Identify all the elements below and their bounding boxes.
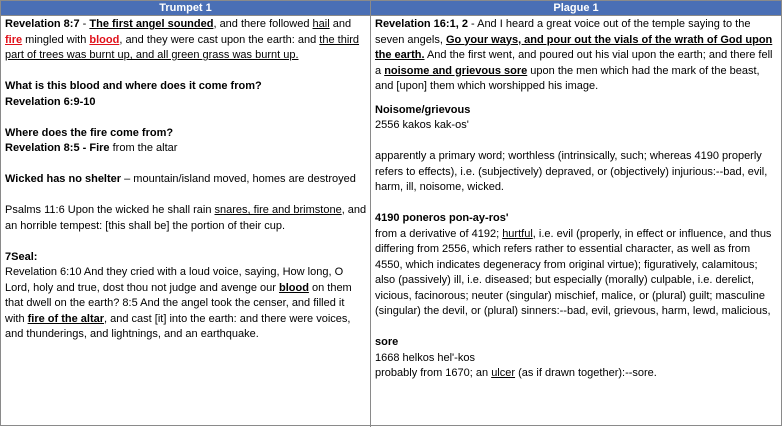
ref-rev-8-7: Revelation 8:7 (5, 18, 80, 30)
revelation-8-7-paragraph (5, 17, 367, 64)
revelation-16-paragraph (375, 17, 779, 95)
wicked-text: – mountain/island moved, homes are destroyed (121, 173, 356, 185)
fire-of-altar-text: fire of the altar (27, 312, 105, 325)
revelation-6-10-paragraph (5, 265, 367, 343)
seal-heading: 7Seal: (5, 250, 38, 263)
hail-text: hail (312, 18, 330, 30)
helkos-text-1: probably from 1670; an (375, 367, 492, 379)
text-followed: , and there followed (213, 18, 313, 30)
poneros-heading: 4190 poneros pon-ay-ros' (375, 212, 509, 224)
header-divider (1, 15, 781, 16)
blood-text-2: blood (278, 281, 309, 294)
helkos-definition (375, 366, 779, 382)
helkos-text-2: (as if drawn together):--sore. (515, 367, 657, 379)
rev-16-text-1: - And I heard a great voice out of the temple saying to the seven angels, (375, 18, 751, 46)
text-and: and (329, 18, 352, 30)
ref-rev-16: Revelation 16:1, 2 (375, 18, 468, 30)
psalms-text-2: , and an horrible tempest: [this shall be] the portion of their cup. (5, 204, 367, 232)
text-mingled: mingled with (22, 33, 90, 46)
fire-text: fire (5, 33, 23, 46)
poneros-definition (375, 227, 779, 320)
ref-rev-8-5: Revelation 8:5 - Fire (5, 142, 110, 154)
question-blood: What is this blood and where does it come from? (5, 80, 262, 92)
hurtful-text: hurtful (502, 227, 533, 240)
header-plague-1: Plague 1 (371, 1, 781, 15)
trumpet-column (5, 17, 367, 343)
question-fire: Where does the fire come from? (5, 126, 174, 139)
rev-6-10-text-1: Revelation 6:10 And they cried with a loud voice, saying, How long, O Lord, holy and true, dost thou not judge and avenge our (5, 266, 344, 294)
column-divider (370, 1, 371, 427)
trees-text: the third part of trees was burnt up, and all green grass was burnt up. (5, 33, 360, 61)
poneros-text-1: from a derivative of 4192; (375, 227, 503, 240)
noisome-heading: Noisome/grievous (375, 103, 471, 116)
strongs-2556: 2556 kakos kak-os' (375, 119, 469, 131)
wicked-heading: Wicked has no shelter (5, 173, 122, 185)
rev-16-text-2: And the first went, and poured out his vial upon the earth; and there fell a (375, 49, 773, 77)
rev-6-10-text-2: on them that dwell on the earth? 8:5 And the angel took the censer, and filled it with (5, 281, 352, 325)
blood-text: blood (89, 33, 120, 46)
header-trumpet-1: Trumpet 1 (1, 1, 370, 15)
strongs-1668: 1668 helkos hel'-kos (375, 351, 475, 364)
poneros-text-2: , i.e. evil (properly, in effect or influence, and thus differing from 2556, which refers rather to essential character, as well as from 4550, which indicates degeneracy from original virtue); figuratively, calamitous; also (passively) ill, i.e. diseased; but especially (morally) culpable, i.e. derelict, vicious, facinorous; neuter (singular) mischief, malice, or (plural) guilt; masculine (singular) the devil, or (plural) sinners:--bad, evil, grievous, harm, lewd, malicious, (375, 227, 772, 317)
go-your-ways-text: Go your ways, and pour out the vials of the wrath of God upon the earth. (375, 33, 773, 61)
rev-6-10-text-3: , and cast [it] into the earth: and there were voices, and thunderings, and lightnings, and an earthquake. (5, 312, 351, 340)
psalms-paragraph (5, 203, 367, 234)
noisome-sore-text: noisome and grievous sore (384, 64, 528, 77)
sore-heading: sore (375, 336, 399, 348)
text-cast: , and they were cast upon the earth: and (119, 33, 320, 46)
text-dash: - (79, 18, 90, 30)
wicked-paragraph (5, 172, 367, 188)
ref-rev-6-9: Revelation 6:9-10 (5, 95, 96, 108)
rev-16-text-3: upon the men which had the mark of the beast, and [upon] them which worshipped his image. (375, 64, 760, 92)
plague-column (375, 17, 779, 382)
first-angel-text: The first angel sounded (89, 18, 214, 30)
psalms-text-1: Psalms 11:6 Upon the wicked he shall rain (5, 204, 215, 216)
text-from-altar: from the altar (109, 142, 178, 154)
kakos-definition: apparently a primary word; worthless (intrinsically, such; whereas 4190 properly refers to effects), i.e. (subjectively) depraved, or (objectively) injurious:--bad, evil, harm, ill, noisome, wicked. (375, 150, 768, 193)
ulcer-text: ulcer (491, 367, 516, 379)
snares-text: snares, fire and brimstone (214, 204, 342, 216)
